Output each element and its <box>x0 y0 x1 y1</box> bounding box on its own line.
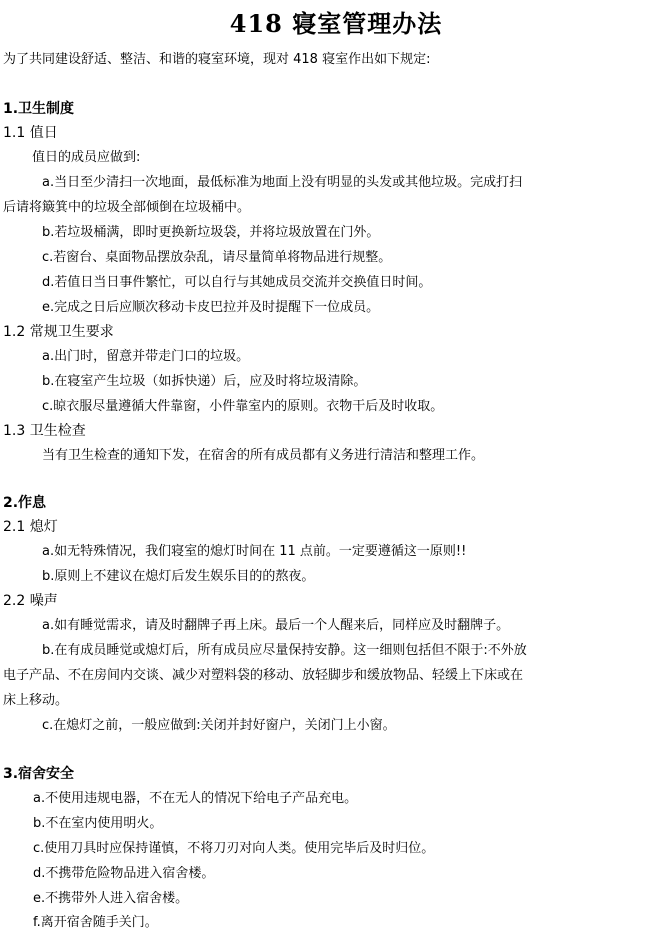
section-1-3-heading: 1.3 卫生检查 <box>3 423 86 439</box>
lights-out-item-b: b.原则上不建议在熄灯后发生娱乐目的的熬夜。 <box>42 569 315 584</box>
duty-lead: 值日的成员应做到: <box>32 150 141 165</box>
section-2-2-heading: 2.2 噪声 <box>3 593 58 609</box>
section-1-2-heading: 1.2 常规卫生要求 <box>3 324 114 340</box>
inspection-text: 当有卫生检查的通知下发，在宿舍的所有成员都有义务进行清洁和整理工作。 <box>42 448 485 463</box>
safety-item-c: c.使用刀具时应保持谨慎，不将刀刃对向人类。使用完毕后及时归位。 <box>33 841 435 856</box>
document-title: 418 寝室管理办法 <box>229 9 443 38</box>
duty-item-d: d.若值日当日事件繁忙，可以自行与其她成员交流并交换值日时间。 <box>42 275 432 290</box>
section-2-1-heading: 2.1 熄灯 <box>3 519 58 535</box>
intro-paragraph: 为了共同建设舒适、整洁、和谐的寝室环境，现对 418 寝室作出如下规定: <box>3 52 431 67</box>
section-1-1-heading: 1.1 值日 <box>3 125 58 141</box>
safety-item-d: d.不携带危险物品进入宿舍楼。 <box>33 866 215 881</box>
duty-item-a-cont: 后请将簸箕中的垃圾全部倾倒在垃圾桶中。 <box>3 200 251 215</box>
hygiene-item-c: c.晾衣服尽量遵循大件靠窗，小件靠室内的原则。衣物干后及时收取。 <box>42 399 444 414</box>
safety-item-b: b.不在室内使用明火。 <box>33 816 163 831</box>
safety-item-f: f.离开宿舍随手关门。 <box>33 915 158 930</box>
noise-item-a: a.如有睡觉需求，请及时翻牌子再上床。最后一个人醒来后，同样应及时翻牌子。 <box>42 618 510 633</box>
hygiene-item-b: b.在寝室产生垃圾（如拆快递）后，应及时将垃圾清除。 <box>42 374 367 389</box>
section-2-heading: 2.作息 <box>3 495 47 511</box>
noise-item-b-cont-1: 电子产品、不在房间内交谈、减少对塑料袋的移动、放轻脚步和缓放物品、轻缓上下床或在 <box>3 668 524 683</box>
noise-item-c: c.在熄灯之前，一般应做到:关闭并封好窗户，关闭门上小窗。 <box>42 718 396 733</box>
duty-item-c: c.若窗台、桌面物品摆放杂乱，请尽量简单将物品进行规整。 <box>42 250 392 265</box>
noise-item-b: b.在有成员睡觉或熄灯后，所有成员应尽量保持安静。这一细则包括但不限于:不外放 <box>42 643 527 658</box>
section-1-heading: 1.卫生制度 <box>3 101 75 117</box>
safety-item-a: a.不使用违规电器，不在无人的情况下给电子产品充电。 <box>33 791 358 806</box>
duty-item-a: a.当日至少清扫一次地面，最低标准为地面上没有明显的头发或其他垃圾。完成打扫 <box>42 175 523 190</box>
safety-item-e: e.不携带外人进入宿舍楼。 <box>33 891 189 906</box>
section-3-heading: 3.宿舍安全 <box>3 766 75 782</box>
noise-item-b-cont-2: 床上移动。 <box>3 693 69 708</box>
duty-item-b: b.若垃圾桶满，即时更换新垃圾袋，并将垃圾放置在门外。 <box>42 225 380 240</box>
duty-item-e: e.完成之日后应顺次移动卡皮巴拉并及时提醒下一位成员。 <box>42 300 380 315</box>
hygiene-item-a: a.出门时，留意并带走门口的垃圾。 <box>42 349 250 364</box>
lights-out-item-a: a.如无特殊情况，我们寝室的熄灯时间在 11 点前。一定要遵循这一原则!! <box>42 544 467 559</box>
